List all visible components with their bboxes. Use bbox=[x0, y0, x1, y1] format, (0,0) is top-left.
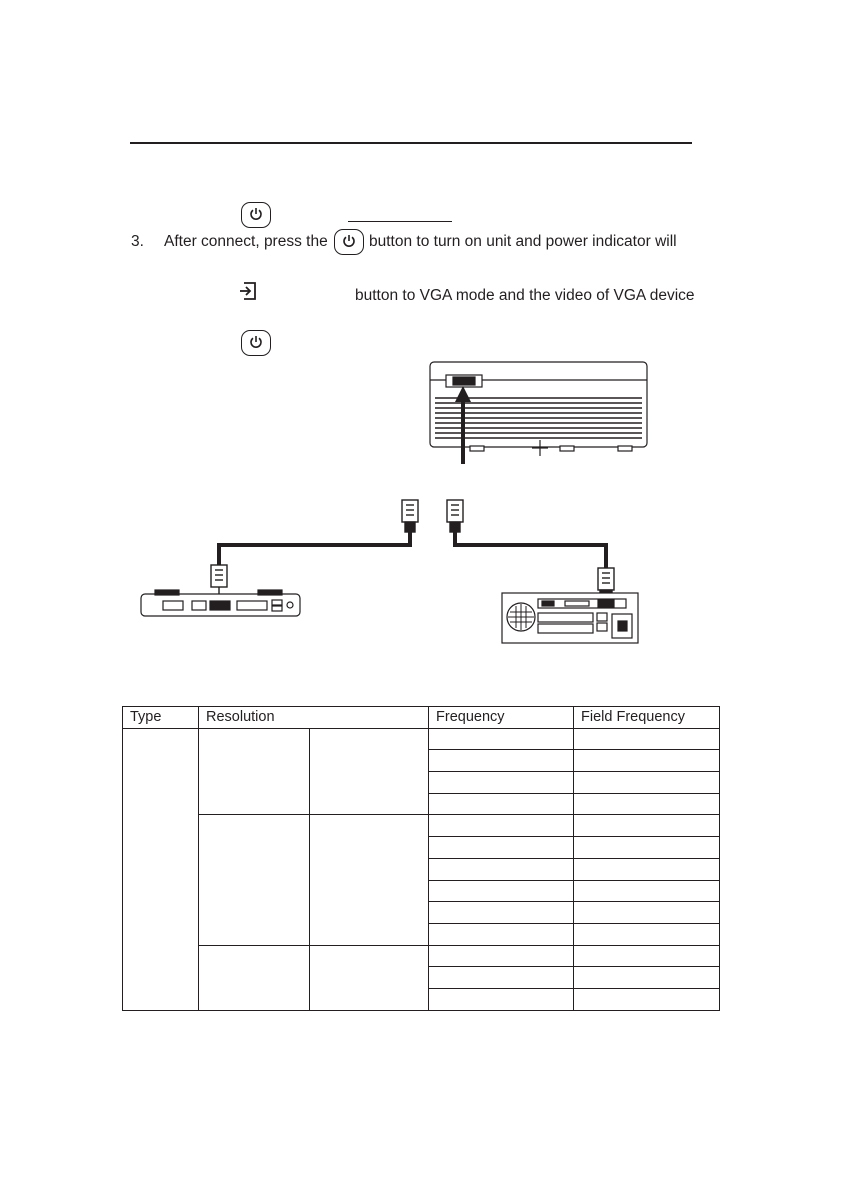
vga-cable-connector-right bbox=[447, 500, 463, 532]
field-frequency-cell bbox=[574, 772, 720, 794]
resolution-cell bbox=[310, 728, 429, 815]
resolution-table bbox=[122, 706, 720, 1011]
type-cell bbox=[123, 728, 199, 1010]
table-row bbox=[123, 815, 720, 837]
frequency-cell bbox=[429, 837, 574, 859]
frequency-cell bbox=[429, 815, 574, 837]
resolution-cell bbox=[199, 815, 310, 945]
frequency-cell bbox=[429, 902, 574, 924]
step3-text-before: After connect, press the bbox=[164, 233, 328, 250]
table-row bbox=[123, 945, 720, 967]
resolution-cell bbox=[310, 945, 429, 1010]
table-row bbox=[123, 728, 720, 750]
frequency-cell bbox=[429, 923, 574, 945]
table-header-row bbox=[123, 707, 720, 729]
frequency-cell bbox=[429, 880, 574, 902]
field-frequency-cell bbox=[574, 880, 720, 902]
field-frequency-cell bbox=[574, 945, 720, 967]
frequency-cell bbox=[429, 945, 574, 967]
frequency-cell bbox=[429, 988, 574, 1010]
step-number: 3. bbox=[131, 233, 144, 250]
frequency-cell bbox=[429, 858, 574, 880]
field-frequency-cell bbox=[574, 923, 720, 945]
resolution-cell bbox=[199, 728, 310, 815]
header-field-frequency: Field Frequency bbox=[574, 707, 720, 729]
field-frequency-cell bbox=[574, 967, 720, 989]
source-line-text: button to VGA mode and the video of VGA device bbox=[355, 287, 695, 304]
field-frequency-cell bbox=[574, 750, 720, 772]
desktop-illustration bbox=[502, 593, 638, 643]
frequency-cell bbox=[429, 793, 574, 815]
header-type: Type bbox=[123, 707, 199, 729]
field-frequency-cell bbox=[574, 988, 720, 1010]
frequency-cell bbox=[429, 750, 574, 772]
field-frequency-cell bbox=[574, 728, 720, 750]
header-resolution: Resolution bbox=[199, 707, 429, 729]
resolution-cell bbox=[199, 945, 310, 1010]
frequency-cell bbox=[429, 728, 574, 750]
field-frequency-cell bbox=[574, 837, 720, 859]
step3-text-after: button to turn on unit and power indicator will bbox=[369, 233, 677, 250]
laptop-illustration bbox=[141, 590, 300, 616]
cable-to-desktop bbox=[455, 532, 606, 568]
field-frequency-cell bbox=[574, 793, 720, 815]
resolution-cell bbox=[310, 815, 429, 945]
frequency-cell bbox=[429, 967, 574, 989]
header-frequency: Frequency bbox=[429, 707, 574, 729]
desktop-vga-plug bbox=[598, 568, 614, 596]
vga-cable-connector-left bbox=[402, 500, 418, 532]
field-frequency-cell bbox=[574, 815, 720, 837]
field-frequency-cell bbox=[574, 858, 720, 880]
cable-to-laptop bbox=[219, 532, 410, 565]
frequency-cell bbox=[429, 772, 574, 794]
field-frequency-cell bbox=[574, 902, 720, 924]
